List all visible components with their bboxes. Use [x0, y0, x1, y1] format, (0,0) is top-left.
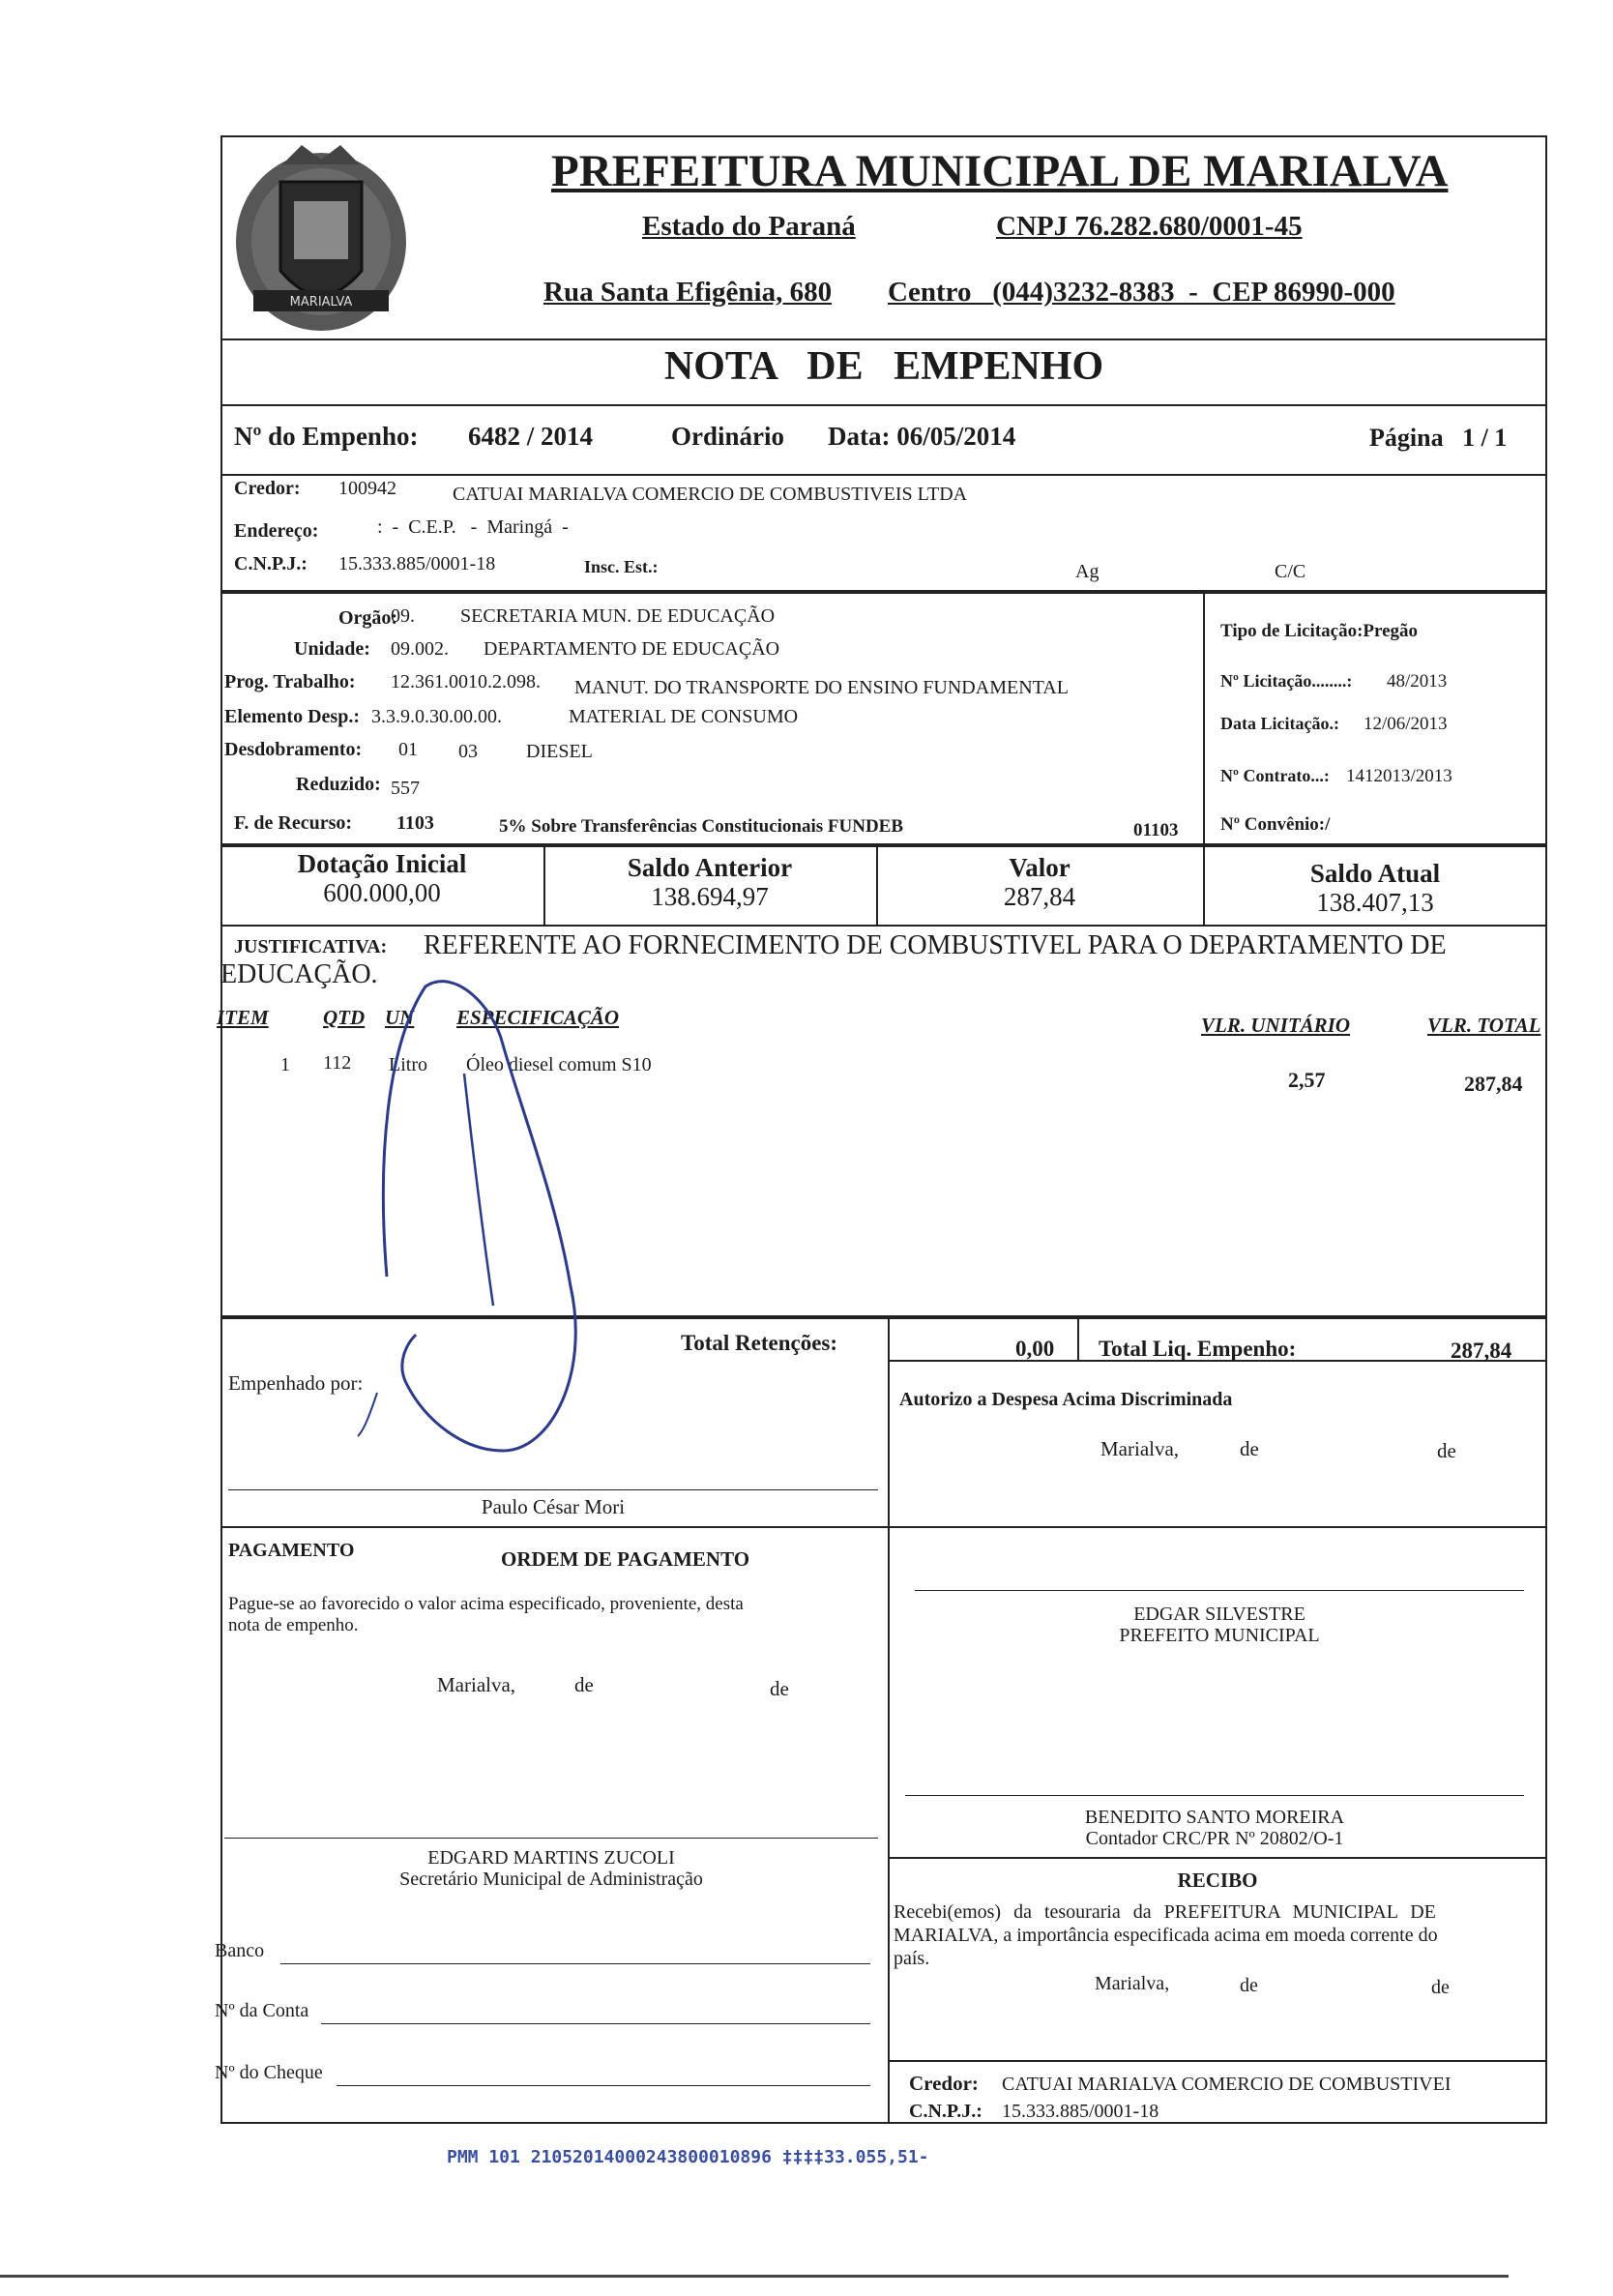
recibo-cnpj-label: C.N.P.J.: [909, 2101, 982, 2122]
pagamento-divider [888, 1526, 890, 2124]
banco-label: Banco [215, 1940, 265, 1961]
col-unit-header: VLR. UNITÁRIO [1201, 1014, 1351, 1037]
empenhado-label: Empenhado por: [228, 1371, 364, 1395]
recibo-credor-name: CATUAI MARIALVA COMERCIO DE COMBUSTIVEI [1002, 2074, 1452, 2095]
desdobramento-label: Desdobramento: [224, 739, 363, 760]
reduzido-value: 557 [391, 778, 420, 799]
credor-cc-label: C/C [1275, 561, 1306, 582]
autorizo-place: Marialva, [1100, 1437, 1180, 1460]
row-qtd: 112 [323, 1052, 352, 1074]
empenho-type: Ordinário [671, 422, 785, 451]
banco-line [280, 1963, 870, 1964]
licitacao-data-label: Data Licitação.: [1220, 714, 1339, 733]
cheque-label: Nº do Cheque [215, 2062, 323, 2083]
licitacao-numero: 48/2013 [1387, 671, 1448, 692]
recurso-name: 5% Sobre Transferências Constitucionais FUNDEB [499, 816, 904, 837]
prog-code: 12.361.0010.2.098. [391, 671, 541, 692]
elemento-label: Elemento Desp.: [224, 706, 360, 727]
pagamento-place: Marialva, [437, 1673, 516, 1696]
signature-divider [888, 1317, 890, 1528]
autorizo-de-1: de [1240, 1437, 1259, 1460]
ordem-pagamento-label: ORDEM DE PAGAMENTO [501, 1547, 750, 1571]
processing-stamp: PMM 101 21052014000243800010896 ‡‡‡‡33.055,51- [447, 2147, 929, 2167]
credor-label: Credor: [234, 478, 301, 499]
secretario-name: EDGARD MARTINS ZUCOLI [427, 1847, 675, 1869]
total-liquido-label: Total Liq. Empenho: [1099, 1337, 1297, 1361]
unidade-label: Unidade: [294, 638, 370, 660]
credor-code: 100942 [338, 478, 396, 499]
prefeito-name: EDGAR SILVESTRE [1133, 1604, 1305, 1625]
recurso-label: F. de Recurso: [234, 812, 353, 834]
pagamento-text-1: Pague-se ao favorecido o valor acima especificado, proveniente, desta [228, 1594, 744, 1614]
licitacao-numero-label: Nº Licitação........: [1220, 671, 1353, 691]
coat-of-arms-seal [224, 126, 418, 343]
empenho-number-label: Nº do Empenho: [234, 422, 419, 451]
autorizo-de-2: de [1437, 1439, 1456, 1462]
saldo-atual-value: 138.407,13 [1316, 888, 1434, 917]
orgao-name: SECRETARIA MUN. DE EDUCAÇÃO [460, 605, 776, 627]
licitacao-tipo: Tipo de Licitação:Pregão [1220, 621, 1419, 641]
page-number: Página 1 / 1 [1369, 424, 1508, 452]
recibo-text-1: Recebi(emos) da tesouraria da PREFEITURA MUNICIPAL DE [894, 1901, 1436, 1923]
col-total-header: VLR. TOTAL [1427, 1014, 1541, 1037]
district-phone-cep: Centro (044)3232-8383 - CEP 86990-000 [888, 277, 1395, 308]
retencoes-label: Total Retenções: [681, 1331, 838, 1355]
row-unit: 2,57 [1288, 1068, 1326, 1092]
prefeito-role: PREFEITO MUNICIPAL [1119, 1625, 1320, 1646]
recibo-de-1: de [1240, 1975, 1258, 1996]
row-total: 287,84 [1464, 1072, 1523, 1096]
credor-cnpj: 15.333.885/0001-18 [338, 553, 496, 574]
cheque-line [337, 2085, 870, 2086]
orgao-code: 09. [391, 605, 415, 627]
recibo-text-2: MARIALVA, a importância especificada acima em moeda corrente do [894, 1925, 1438, 1946]
recibo-credor-label: Credor: [909, 2072, 979, 2095]
page-title: PREFEITURA MUNICIPAL DE MARIALVA [551, 146, 1449, 196]
col-un-header: UN [385, 1006, 415, 1029]
cnpj-label: CNPJ 76.282.680/0001-45 [996, 211, 1303, 242]
desdobramento-name: DIESEL [526, 741, 593, 762]
credor-cnpj-label: C.N.P.J.: [234, 553, 308, 574]
row-un: Litro [389, 1054, 427, 1075]
unidade-name: DEPARTAMENTO DE EDUCAÇÃO [484, 638, 780, 660]
scan-bottom-line [0, 2275, 1509, 2278]
pagamento-de-1: de [574, 1673, 594, 1696]
unidade-code: 09.002. [391, 638, 449, 660]
reduzido-label: Reduzido: [296, 774, 381, 795]
prog-label: Prog. Trabalho: [224, 671, 356, 692]
valor-label: Valor [1009, 853, 1070, 882]
credor-insc-label: Insc. Est.: [584, 557, 659, 576]
contador-name: BENEDITO SANTO MOREIRA [1084, 1807, 1345, 1828]
col-item-header: ITEM [217, 1006, 269, 1029]
valor-value: 287,84 [1003, 882, 1076, 911]
prog-name: MANUT. DO TRANSPORTE DO ENSINO FUNDAMENTAL [574, 677, 1069, 698]
state-label: Estado do Paraná [642, 211, 856, 242]
recibo-de-2: de [1431, 1977, 1450, 1998]
credor-address-label: Endereço: [234, 520, 319, 542]
pagamento-de-2: de [770, 1677, 789, 1700]
prefeito-sign-line [915, 1590, 1524, 1591]
row-espec: Óleo diesel comum S10 [466, 1054, 652, 1075]
recibo-text-3: país. [894, 1948, 930, 1969]
credor-ag-label: Ag [1075, 561, 1100, 582]
contrato-label: Nº Contrato...: [1220, 766, 1330, 785]
justificativa-line-1: REFERENTE AO FORNECIMENTO DE COMBUSTIVEL PARA O DEPARTAMENTO DE [424, 930, 1447, 960]
elemento-code: 3.3.9.0.30.00.00. [371, 706, 502, 727]
autorizo-label: Autorizo a Despesa Acima Discriminada [899, 1389, 1233, 1410]
licitacao-data: 12/06/2013 [1364, 714, 1448, 734]
recibo-cnpj: 15.333.885/0001-18 [1002, 2101, 1159, 2122]
col-qtd-header: QTD [323, 1006, 366, 1029]
row-item: 1 [280, 1054, 290, 1075]
secretario-role: Secretário Municipal de Administração [399, 1869, 703, 1890]
saldo-anterior-value: 138.694,97 [651, 882, 769, 911]
justificativa-line-2: EDUCAÇÃO. [220, 959, 378, 989]
contador-role: Contador CRC/PR Nº 20802/O-1 [1085, 1828, 1344, 1849]
orgao-label: Orgão: [338, 607, 398, 629]
contador-sign-line [905, 1795, 1524, 1796]
empenhado-name: Paulo César Mori [481, 1495, 626, 1518]
desdobramento-b: 03 [458, 741, 478, 762]
convenio-label: Nº Convênio:/ [1220, 814, 1331, 835]
recibo-top-line [888, 1857, 1547, 1859]
empenho-number: 6482 / 2014 [468, 422, 594, 451]
recurso-code: 1103 [396, 812, 434, 834]
svg-text:MARIALVA: MARIALVA [289, 295, 353, 309]
credor-name: CATUAI MARIALVA COMERCIO DE COMBUSTIVEIS LTDA [453, 484, 968, 505]
recibo-place: Marialva, [1095, 1973, 1170, 1994]
justificativa-label: JUSTIFICATIVA: [234, 936, 388, 957]
pagamento-label: PAGAMENTO [228, 1540, 355, 1561]
empenho-date: Data: 06/05/2014 [828, 422, 1016, 451]
empenhado-sign-line [228, 1489, 878, 1490]
handwritten-signature [348, 967, 677, 1470]
retencoes-value: 0,00 [1015, 1337, 1055, 1361]
conta-label: Nº da Conta [215, 2000, 309, 2021]
conta-line [321, 2023, 870, 2024]
credor-address: : - C.E.P. - Maringá - [377, 516, 569, 538]
secretario-sign-line [224, 1838, 878, 1839]
saldo-anterior-label: Saldo Anterior [627, 853, 793, 882]
recibo-label: RECIBO [1177, 1869, 1258, 1892]
dotacao-label: Dotação Inicial [297, 849, 467, 878]
contrato-value: 1412013/2013 [1346, 766, 1452, 786]
elemento-name: MATERIAL DE CONSUMO [569, 706, 799, 727]
total-liquido-value: 287,84 [1451, 1339, 1512, 1363]
saldo-atual-label: Saldo Atual [1309, 859, 1441, 888]
doc-title: NOTA DE EMPENHO [663, 344, 1104, 389]
pagamento-text-2: nota de empenho. [228, 1615, 359, 1635]
address-label: Rua Santa Efigênia, 680 [543, 277, 833, 308]
header-divider [220, 339, 1547, 340]
recurso-code-2: 01103 [1133, 820, 1179, 840]
licitacao-divider [1203, 592, 1205, 845]
dotacao-value: 600.000,00 [323, 878, 441, 907]
desdobramento-a: 01 [398, 739, 418, 760]
col-espec-header: ESPECIFICAÇÃO [456, 1006, 620, 1029]
recibo-credor-line [888, 2060, 1547, 2062]
